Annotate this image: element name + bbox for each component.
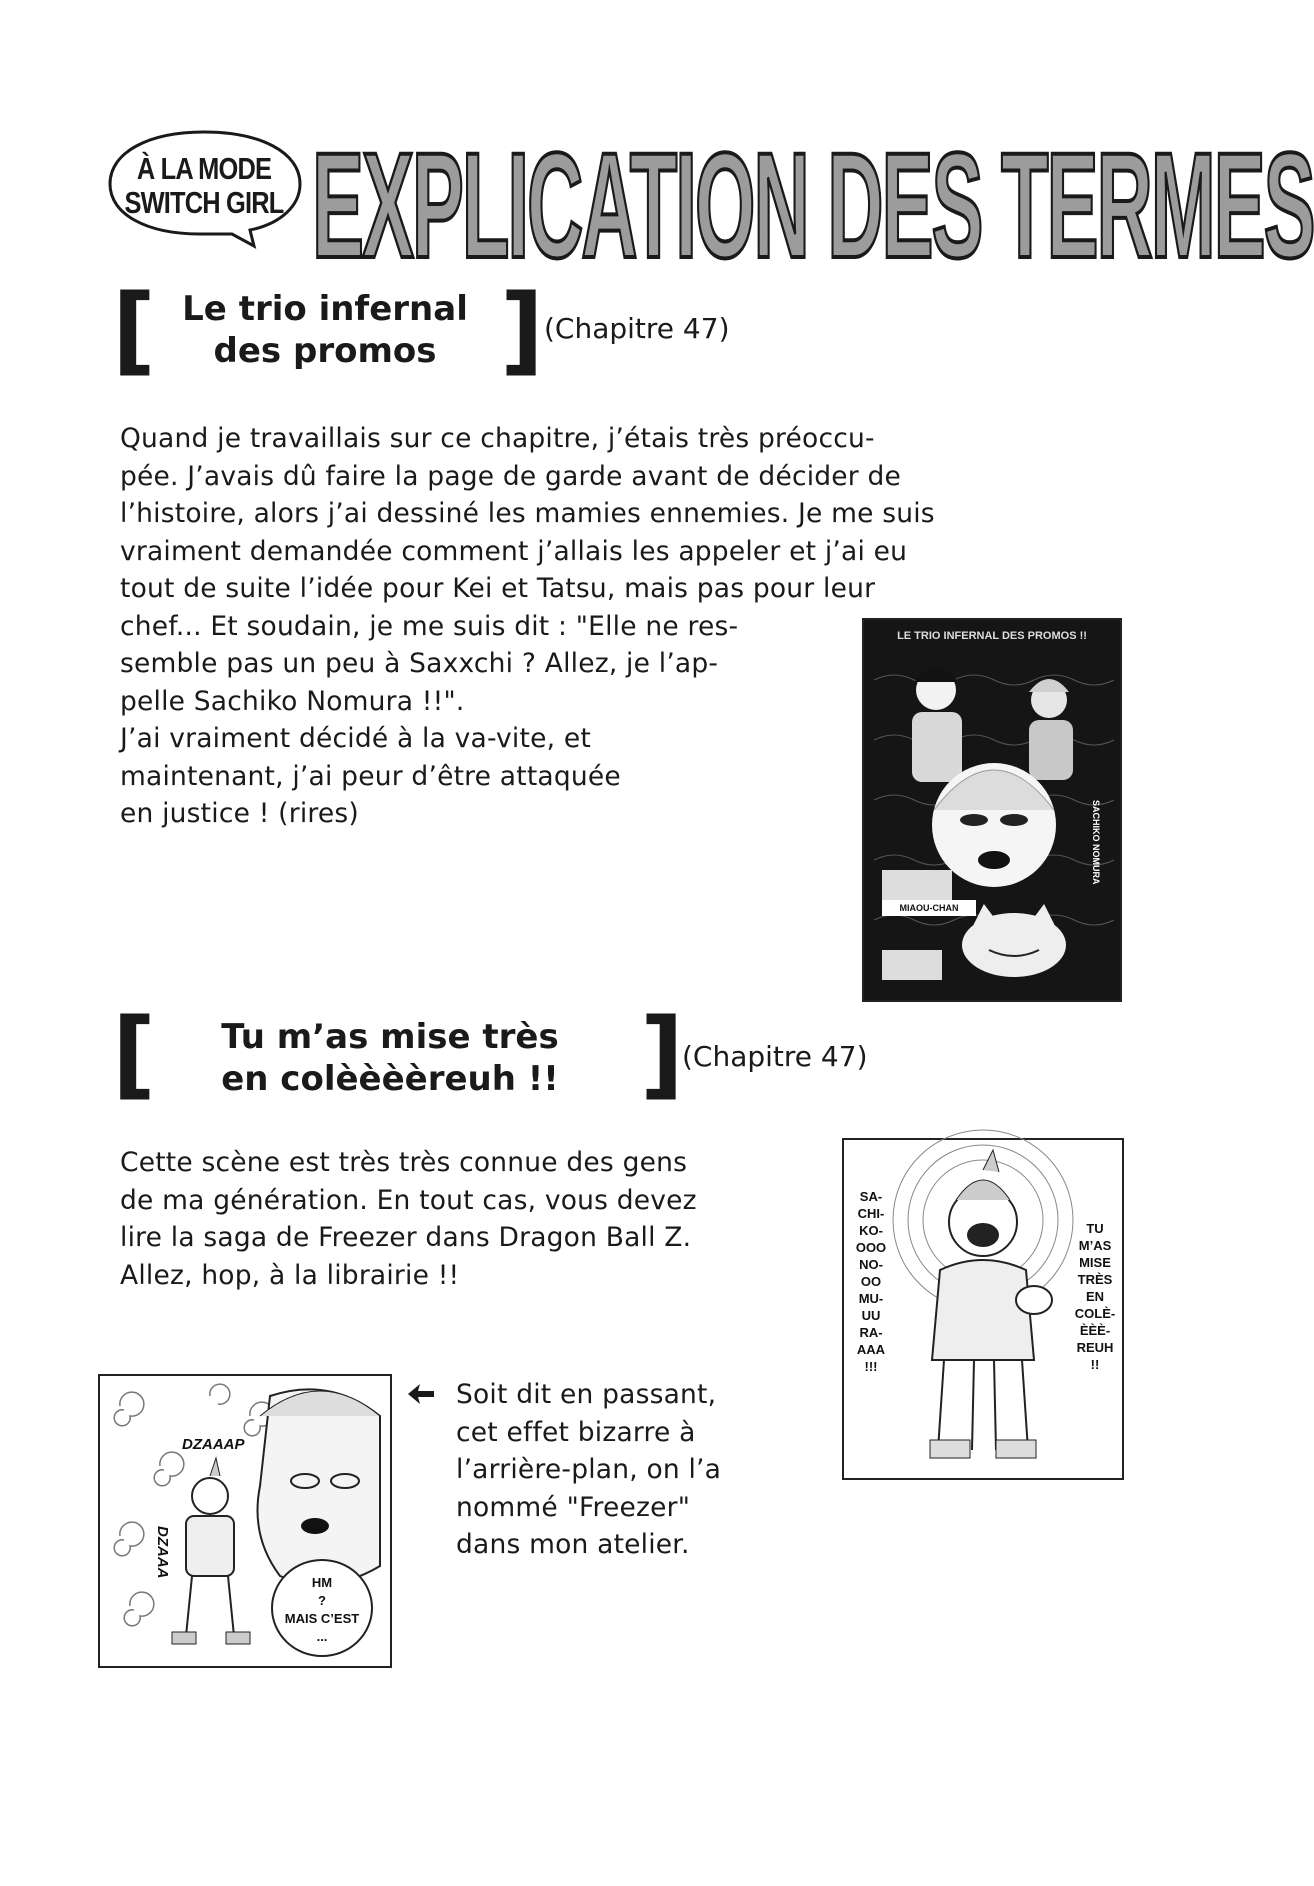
left-bracket: [ [112, 998, 156, 1110]
text-line: Quand je travaillais sur ce chapitre, j’étais très préoccu- [120, 423, 875, 454]
sachiko-name-label: SACHIKO NOMURA [1091, 800, 1101, 885]
shout-line: REUH [1076, 1340, 1114, 1355]
section2-heading-line1: Tu m’as mise très [221, 1017, 559, 1057]
shout-text-left [850, 1188, 892, 1375]
text-line: nommé "Freezer" [456, 1491, 691, 1523]
text-line: l’histoire, alors j’ai dessiné les mamies ennemies. Je me suis [120, 498, 935, 529]
shout-line: MU- [858, 1291, 884, 1306]
text-line: vraiment demandée comment j’allais les appeler et j’ai eu [120, 535, 908, 567]
text-line: pelle Sachiko Nomura !!". [120, 685, 465, 717]
shout-line: RA- [859, 1325, 883, 1340]
text-line: pée. J’avais dû faire la page de garde avant de décider de [120, 460, 902, 492]
shouting-manga-panel [842, 1138, 1124, 1480]
section2-paragraph [120, 1144, 697, 1294]
freezer-note [456, 1376, 721, 1564]
trio-panel-title: LE TRIO INFERNAL DES PROMOS !! [897, 630, 1087, 642]
text-line: dans mon atelier. [456, 1529, 690, 1560]
bubble-line: ... [316, 1629, 328, 1644]
cat-label: MIAOU-CHAN [899, 903, 959, 913]
bubble-line: HM [311, 1575, 333, 1590]
text-line: J’ai vraiment décidé à la va-vite, et [120, 723, 591, 754]
shout-line: M’AS [1078, 1238, 1112, 1253]
shout-line: AAA [856, 1342, 886, 1357]
text-line: en justice ! (rires) [120, 798, 359, 829]
text-line: l’arrière-plan, on l’a [456, 1454, 722, 1485]
arrow-left-icon [406, 1382, 436, 1410]
bubble-line: ? [318, 1593, 326, 1608]
sfx-dzaap: DZAAAP [182, 1436, 245, 1453]
text-line: maintenant, j’ai peur d’être attaquée [120, 760, 621, 792]
shout-line: TU [1086, 1221, 1104, 1236]
text-line: chef... Et soudain, je me suis dit : "Elle ne res- [120, 610, 739, 642]
shout-text-right [1072, 1220, 1118, 1373]
shout-line: UU [861, 1308, 881, 1323]
text-line: Cette scène est très très connue des gens [120, 1147, 688, 1178]
shout-line: OO [860, 1274, 882, 1289]
shout-line: SA- [859, 1189, 883, 1204]
section2-chapter: (Chapitre 47) [682, 1040, 868, 1073]
right-bracket: ] [500, 274, 544, 386]
bubble-text [276, 1574, 368, 1646]
shout-line: NO- [859, 1257, 883, 1272]
sfx-dzaaa: DZAAA [154, 1526, 171, 1579]
logo-line-2: SWITCH GIRL [124, 185, 284, 220]
section1-heading-line1: Le trio infernal [182, 289, 468, 329]
shout-line: !! [1090, 1357, 1100, 1372]
section1-heading-line2: des promos [213, 331, 437, 371]
section2-heading [170, 1016, 610, 1100]
text-line: cet effet bizarre à [456, 1416, 696, 1448]
section1-paragraph [120, 420, 935, 833]
shout-line: CHI- [857, 1206, 885, 1221]
shout-line: MISE [1079, 1255, 1111, 1270]
trio-manga-panel [862, 618, 1122, 1002]
shout-line: KO- [859, 1223, 883, 1238]
text-line: Soit dit en passant, [456, 1379, 717, 1410]
page-title: EXPLICATION DES TERMES [312, 121, 1314, 289]
text-line: tout de suite l’idée pour Kei et Tatsu, mais pas pour leur [120, 573, 876, 604]
bubble-line: MAIS C’EST [284, 1611, 360, 1626]
section2-heading-line2: en colèèèèreuh !! [221, 1059, 559, 1099]
text-line: lire la saga de Freezer dans Dragon Ball Z. [120, 1222, 692, 1253]
series-logo-bubble [104, 128, 304, 248]
text-line: semble pas un peu à Saxxchi ? Allez, je l’ap- [120, 648, 719, 679]
section1-chapter: (Chapitre 47) [544, 312, 730, 345]
text-line: Allez, hop, à la librairie !! [120, 1259, 460, 1291]
shout-line: COLÈ- [1074, 1306, 1116, 1321]
left-bracket: [ [112, 274, 156, 386]
text-line: de ma génération. En tout cas, vous devez [120, 1184, 697, 1216]
shout-line: !!! [864, 1359, 878, 1374]
section1-heading [150, 288, 500, 372]
trio-illustration [864, 620, 1120, 1000]
right-bracket: ] [640, 998, 684, 1110]
shout-line: OOO [855, 1240, 887, 1255]
shout-line: TRÈS [1077, 1272, 1113, 1287]
logo-line-1: À LA MODE [136, 151, 272, 186]
shout-line: ÈÈÈ- [1079, 1323, 1111, 1338]
freezer-effect-manga-panel [98, 1374, 392, 1668]
shout-line: EN [1085, 1289, 1105, 1304]
